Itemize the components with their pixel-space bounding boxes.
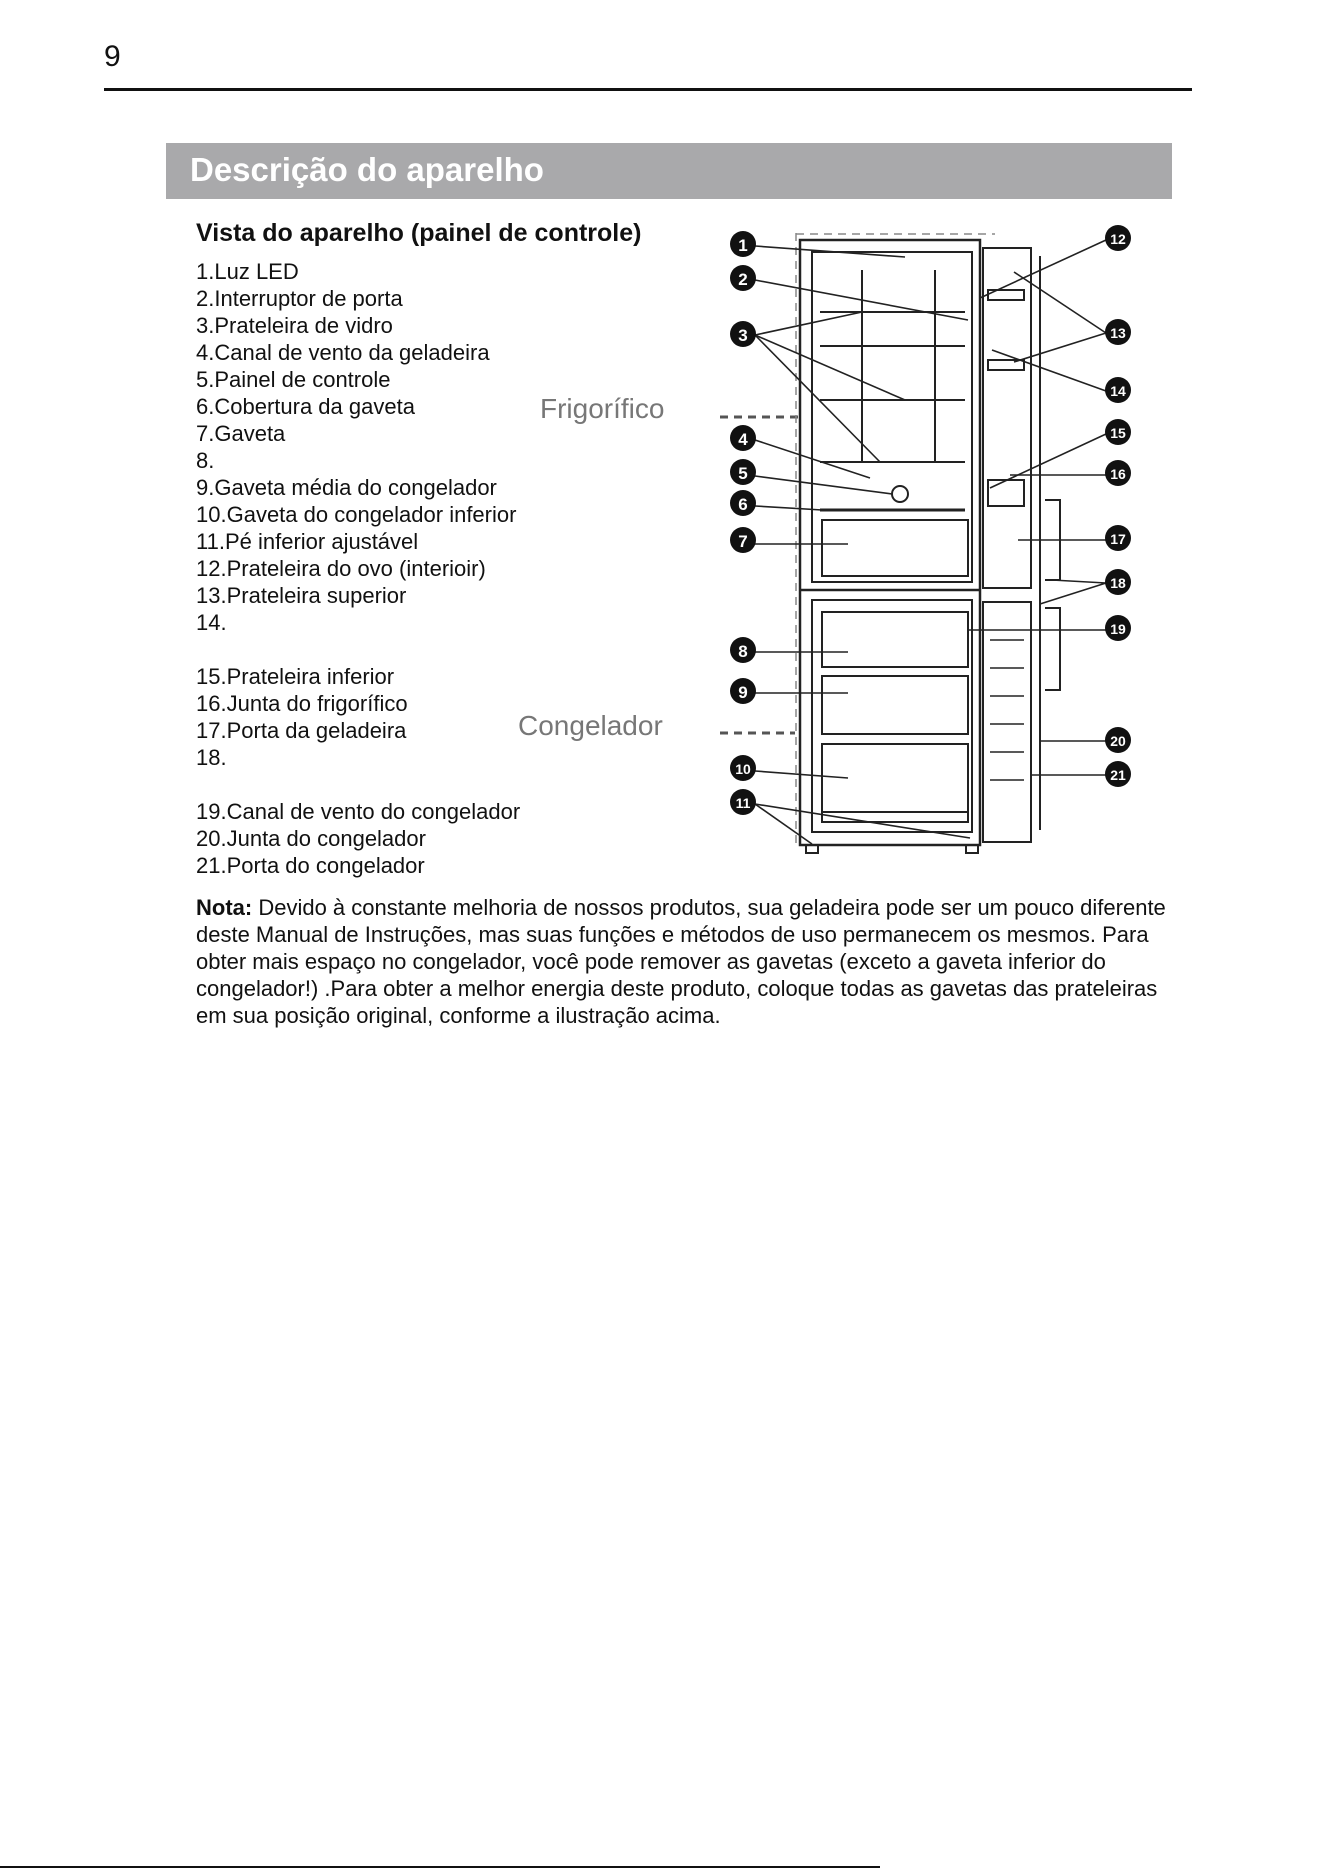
callout-marker-5	[730, 459, 756, 485]
list-item: 12.Prateleira do ovo (interioir)	[196, 556, 486, 581]
callout-marker-16	[1105, 460, 1131, 486]
list-item: 8.	[196, 448, 215, 473]
svg-text:13: 13	[1110, 325, 1126, 341]
svg-text:6: 6	[738, 495, 748, 514]
section-banner	[166, 143, 1172, 199]
diagram-subtitle: Vista do aparelho (painel de controle)	[196, 219, 642, 247]
svg-text:1: 1	[738, 236, 748, 255]
svg-text:21: 21	[1110, 767, 1126, 783]
svg-text:14: 14	[1110, 383, 1126, 399]
svg-text:8: 8	[738, 642, 748, 661]
parts-list	[196, 258, 520, 879]
callout-marker-7	[730, 527, 756, 553]
list-item: 4.Canal de vento da geladeira	[196, 340, 490, 365]
callout-marker-19	[1105, 615, 1131, 641]
svg-text:11: 11	[735, 795, 751, 811]
header-rule	[104, 88, 1192, 91]
callout-marker-2	[730, 265, 756, 291]
note-label: Nota:	[196, 895, 253, 920]
svg-text:20: 20	[1110, 733, 1126, 749]
list-item: 15.Prateleira inferior	[196, 664, 395, 689]
list-item: 21.Porta do congelador	[196, 853, 425, 878]
fridge-zone-label: Frigorífico	[540, 393, 665, 424]
callout-marker-20	[1105, 727, 1131, 753]
list-item: 5.Painel de controle	[196, 367, 391, 392]
callout-marker-21	[1105, 761, 1131, 787]
callout-marker-4	[730, 425, 756, 451]
list-item: 16.Junta do frigorífico	[196, 691, 408, 716]
svg-text:17: 17	[1110, 531, 1126, 547]
callout-marker-9	[730, 678, 756, 704]
list-item: 7.Gaveta	[196, 421, 286, 446]
list-item: 14.	[196, 610, 227, 635]
svg-text:2: 2	[738, 270, 748, 289]
refrigerator-diagram	[720, 225, 1150, 865]
svg-text:12: 12	[1110, 231, 1126, 247]
callout-marker-18	[1105, 569, 1131, 595]
list-item: 20.Junta do congelador	[196, 826, 426, 851]
svg-text:15: 15	[1110, 425, 1126, 441]
list-item: 18.	[196, 745, 227, 770]
svg-text:18: 18	[1110, 575, 1126, 591]
svg-text:19: 19	[1110, 621, 1126, 637]
callout-marker-12	[1105, 225, 1131, 251]
svg-text:7: 7	[738, 532, 748, 551]
callout-marker-1	[730, 231, 756, 257]
footer-rule	[0, 1866, 880, 1868]
callout-marker-3	[730, 321, 756, 347]
list-item: 10.Gaveta do congelador inferior	[196, 502, 517, 527]
callout-marker-6	[730, 490, 756, 516]
note-paragraph	[196, 894, 1192, 1029]
callout-marker-13	[1105, 319, 1131, 345]
list-item: 1.Luz LED	[196, 259, 299, 284]
list-item: 17.Porta da geladeira	[196, 718, 407, 743]
svg-text:9: 9	[738, 683, 748, 702]
list-item: 2.Interruptor de porta	[196, 286, 403, 311]
callout-marker-15	[1105, 419, 1131, 445]
note-text: Devido à constante melhoria de nossos produtos, sua geladeira pode ser um pouco diferente deste Manual de Instruções, mas suas funções e métodos de uso permanecem os mesmos. Para obter mais espaço no congelador, você pode remover as gavetas (exceto a gaveta inferior do congelador!) .Para obter a melhor energia deste produto, coloque todas as gavetas das prateleiras em sua posição original, conforme a ilustração acima.	[196, 895, 1166, 1028]
callout-marker-11	[730, 789, 756, 815]
svg-text:4: 4	[738, 430, 748, 449]
list-item: 3.Prateleira de vidro	[196, 313, 393, 338]
freezer-zone-label: Congelador	[518, 710, 663, 741]
svg-text:16: 16	[1110, 466, 1126, 482]
svg-text:3: 3	[738, 326, 748, 345]
callout-marker-10	[730, 755, 756, 781]
list-item: 9.Gaveta média do congelador	[196, 475, 497, 500]
section-title: Descrição do aparelho	[190, 151, 544, 188]
callout-marker-8	[730, 637, 756, 663]
page-number: 9	[104, 40, 121, 73]
callout-marker-14	[1105, 377, 1131, 403]
callout-marker-17	[1105, 525, 1131, 551]
svg-text:10: 10	[735, 761, 751, 777]
svg-text:5: 5	[738, 464, 748, 483]
list-item: 6.Cobertura da gaveta	[196, 394, 415, 419]
list-item: 19.Canal de vento do congelador	[196, 799, 521, 824]
list-item: 11.Pé inferior ajustável	[196, 529, 419, 554]
list-item: 13.Prateleira superior	[196, 583, 407, 608]
